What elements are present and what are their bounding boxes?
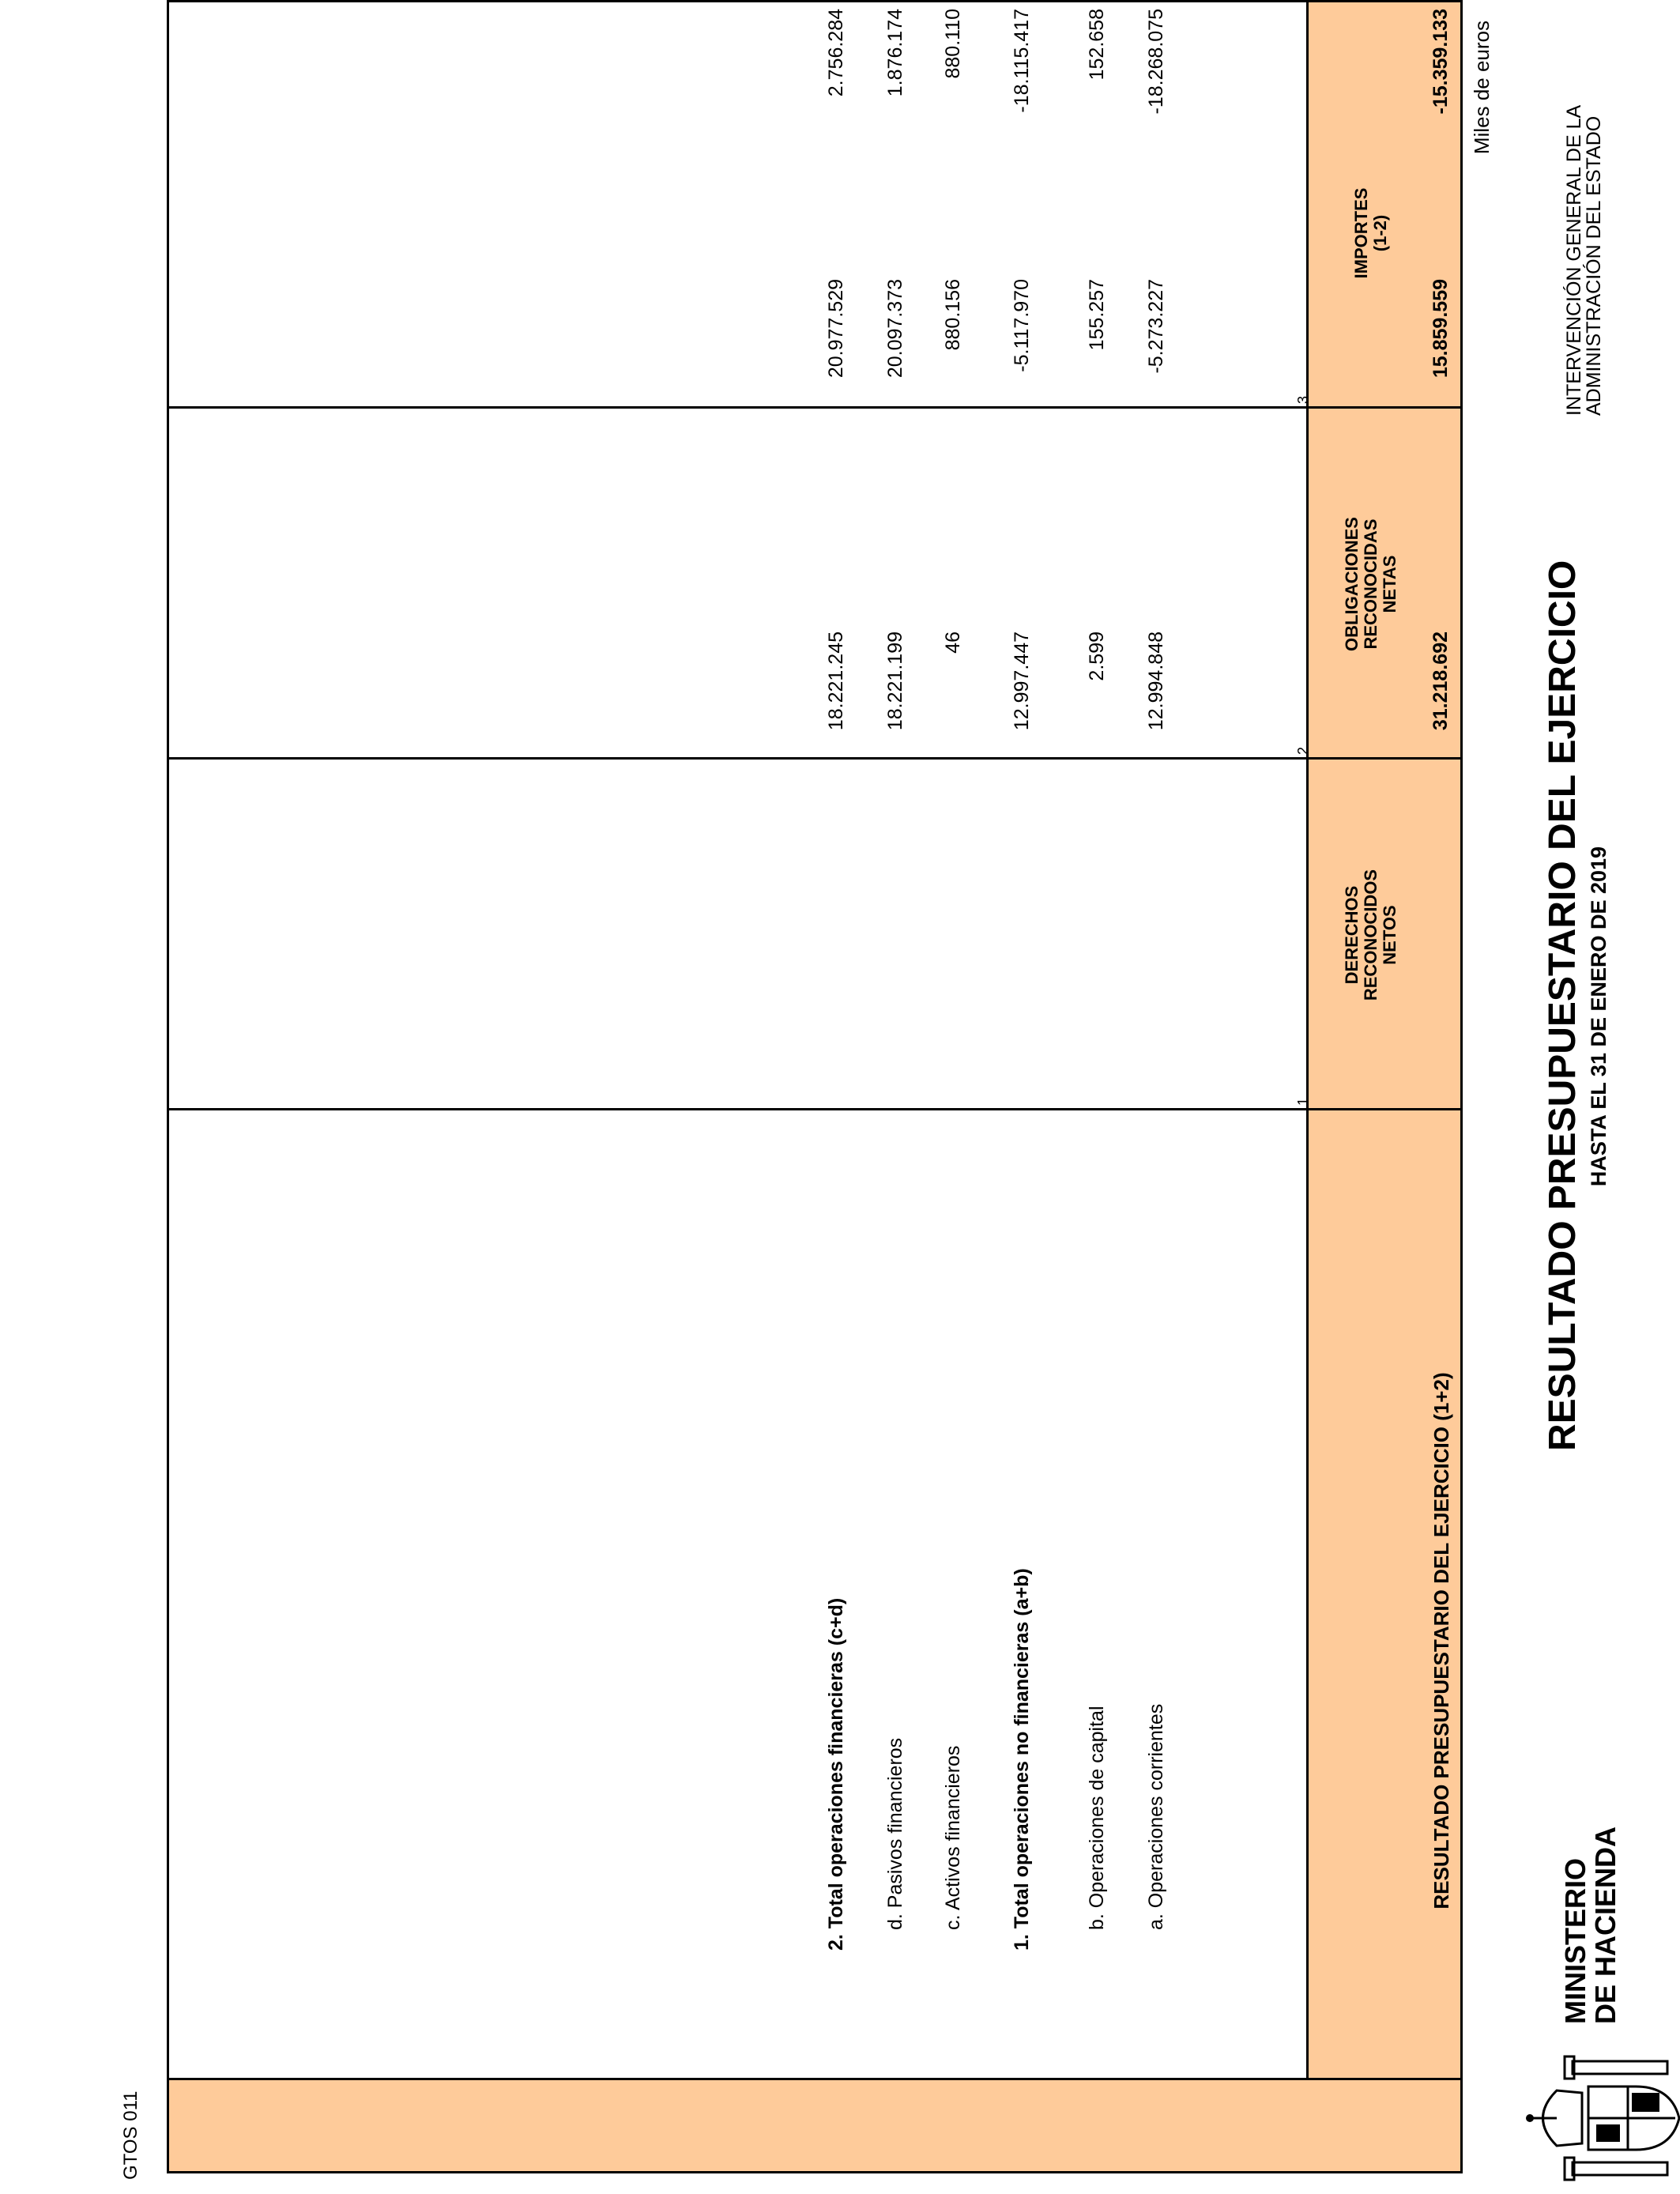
ministry-line-1: MINISTERIO (1559, 1857, 1591, 2024)
column-number: 3 (1295, 395, 1311, 404)
derechos-value: -5.273.227 (1145, 279, 1167, 374)
importes-value: 2.756.284 (825, 9, 847, 97)
header-line: DERECHOS (1342, 885, 1362, 985)
column-number: 1 (1295, 1097, 1311, 1106)
column-number: 2 (1295, 746, 1311, 755)
agency-line-1: INTERVENCIÓN GENERAL DE LA (1563, 104, 1585, 416)
total-row-label: RESULTADO PRESUPUESTARIO DEL EJERCICIO (1+2) (1430, 1372, 1453, 1909)
ministry-line-2: DE HACIENDA (1589, 1826, 1622, 2024)
derechos-value: 155.257 (1086, 279, 1108, 351)
row-label: a. Operaciones corrientes (1145, 1703, 1167, 1930)
obligaciones-value: 18.221.199 (884, 631, 906, 731)
form-code: GTOS 011 (120, 2090, 141, 2180)
row-label: 2. Total operaciones financieras (c+d) (825, 1597, 847, 1951)
importes-value: -18.268.075 (1145, 9, 1167, 115)
row-label: b. Operaciones de capital (1086, 1706, 1108, 1930)
column-header-importes (1352, 115, 1390, 352)
column-divider (169, 1108, 1460, 1110)
coat-of-arms-icon (1525, 2055, 1680, 2181)
column-divider (169, 406, 1460, 409)
row-label: 1. Total operaciones no financieras (a+b) (1011, 1568, 1033, 1951)
importes-value: 1.876.174 (884, 9, 906, 97)
row-label: d. Pasivos financieros (884, 1737, 906, 1930)
derechos-value: 20.977.529 (825, 279, 847, 379)
ministry-name (1561, 1826, 1621, 2024)
row-label: c. Activos financieros (942, 1745, 964, 1930)
header-line: IMPORTES (1351, 187, 1371, 279)
header-line: OBLIGACIONES (1342, 517, 1362, 651)
importes-value: 880.110 (942, 9, 964, 79)
header-line: RECONOCIDOS (1361, 869, 1381, 1001)
agency-line-2: ADMINISTRACIÓN DEL ESTADO (1583, 115, 1605, 416)
agency-name (1565, 105, 1604, 416)
obligaciones-value: 12.994.848 (1145, 631, 1167, 731)
obligaciones-value: 46 (942, 631, 964, 654)
header-line: RECONOCIDAS (1361, 518, 1381, 650)
derechos-value: 20.097.373 (884, 279, 906, 379)
obligaciones-value: 12.997.447 (1011, 631, 1033, 731)
report-title: RESULTADO PRESUPUESTARIO DEL EJERCICIO (1542, 560, 1584, 1451)
header-line: NETAS (1380, 555, 1399, 613)
importes-value: -18.115.417 (1011, 9, 1033, 113)
total-importes-value: -15.359.133 (1430, 9, 1452, 115)
units-label: Miles de euros (1470, 21, 1494, 155)
importes-value: 152.658 (1086, 9, 1108, 81)
header-line: NETOS (1380, 905, 1399, 965)
total-obligaciones-value: 31.218.692 (1430, 631, 1452, 731)
obligaciones-value: 2.599 (1086, 631, 1108, 681)
report-subtitle: HASTA EL 31 DE ENERO DE 2019 (1587, 846, 1610, 1187)
derechos-value: -5.117.970 (1011, 279, 1033, 372)
total-derechos-value: 15.859.559 (1430, 279, 1452, 379)
derechos-value: 880.156 (942, 279, 964, 351)
obligaciones-value: 18.221.245 (825, 631, 847, 731)
column-divider (169, 757, 1460, 760)
header-line: (1-2) (1370, 214, 1390, 252)
total-row-band (169, 2078, 1460, 2171)
budget-result-table (167, 0, 1463, 2173)
column-header-obligaciones (1343, 466, 1399, 703)
column-header-derechos (1343, 816, 1399, 1054)
